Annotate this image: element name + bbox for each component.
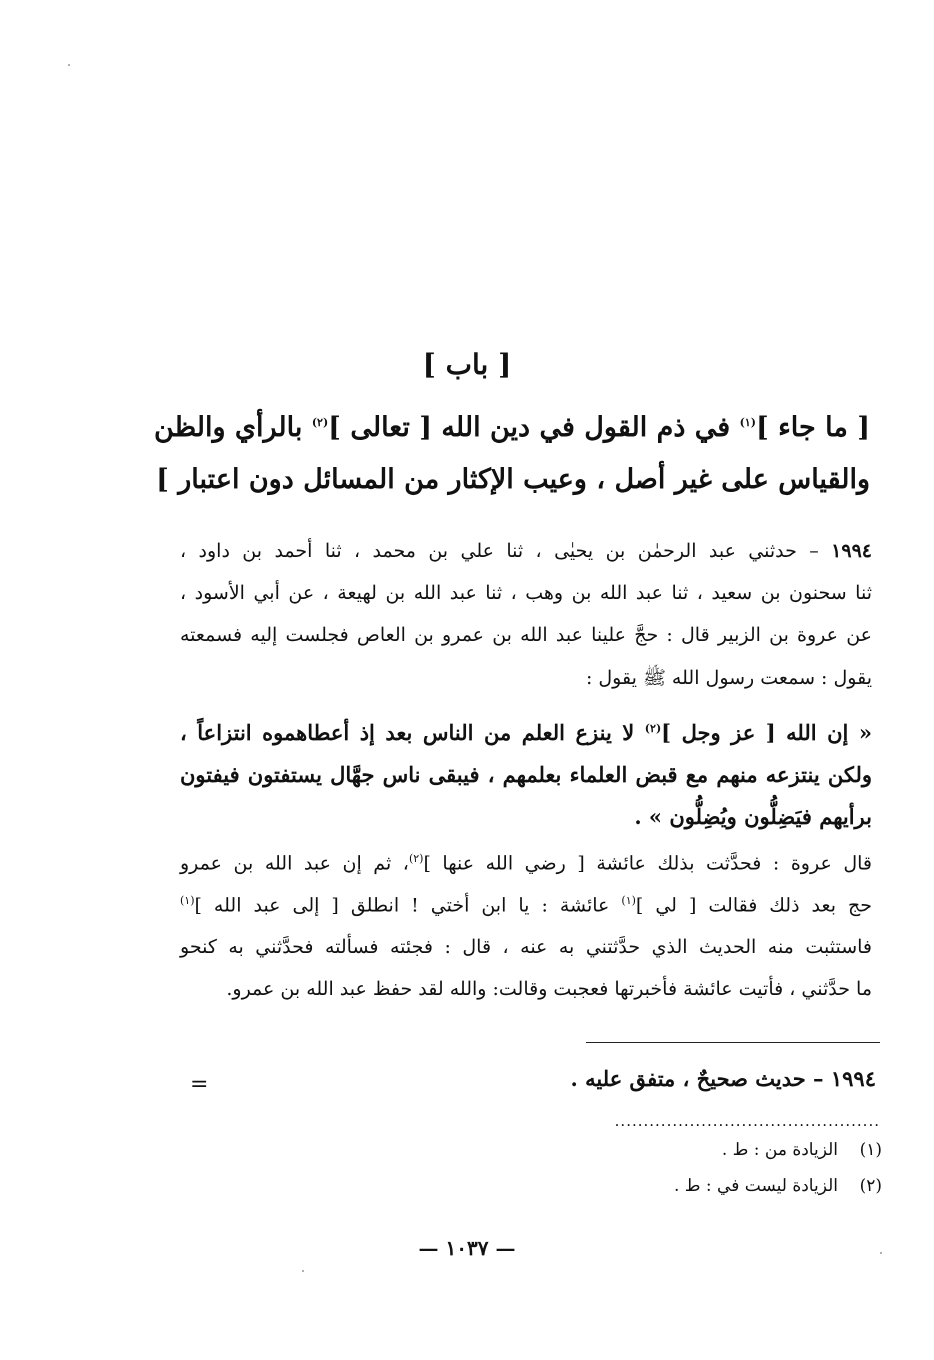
footnote-1 [462,1140,882,1160]
footnote-ref: (١) [180,894,195,907]
footnote-1-text: الزيادة من : ط . [721,1140,838,1160]
matn-line-3: برأيهم فيَضِلُّون ويُضِلُّون » . [634,804,872,829]
footnote-2-mark: (٢) [859,1176,882,1196]
footnote-ref: (٢) [408,852,424,865]
text-run: ، ثم إن عبد الله بن عمرو [180,852,409,875]
hadith-grading: ١٩٩٤ – حديث صحيحٌ ، متفق عليه . [570,1066,876,1091]
text-run: في ذم القول في دين الله [432,412,740,443]
text-run: [ ما جاء ] [755,412,870,443]
continuation-mark: = [190,1072,209,1097]
text-run: حج بعد ذلك فقالت [ لي ] [635,894,872,917]
text-run: « إن الله [ عز وجل ] [661,720,872,745]
narration-line-3: فاستثبت منه الحديث الذي حدَّثتني به عنه ، قال : فجئته فسألته فحدَّثني به كنحو [180,936,872,958]
hadith-line-2: ثنا سحنون بن سعيد ، ثنا عبد الله بن وهب ، ثنا عبد الله بن لهيعة ، عن أبي الأسود ، [180,582,872,604]
footnote-ref: (٢) [644,722,662,735]
text-run: قال عروة : فحدَّثت بذلك عائشة [ رضي الله عنها ] [423,852,873,875]
scan-speck [880,1252,882,1254]
footnote-rule [586,1042,880,1043]
narration-line-1 [180,852,872,874]
scan-speck [302,1270,304,1272]
chapter-heading: [ باب ] [422,348,512,381]
matn-line-2: ولكن ينتزعه منهم مع قبض العلماء بعلمهم ، فيبقى ناس جهَّال يستفتون فيفتون [180,762,872,787]
chapter-title-line-2: والقياس على غير أصل ، وعيب الإكثار من المسائل دون اعتبار ] [156,464,870,495]
narration-line-2 [180,894,872,916]
hadith-number: ١٩٩٤ [831,540,872,562]
hadith-line-3: عن عروة بن الزبير قال : حجَّ علينا عبد الله بن عمرو بن العاص فجلست إليه فسمعته [180,624,872,646]
footnote-2-text: الزيادة ليست في : ط . [673,1176,838,1196]
footnote-ref: (١) [621,894,636,907]
text-run: بالرأي والظن [154,412,312,443]
text-run: [ تعالى ] [328,412,433,443]
chapter-title-line-1 [154,412,870,443]
footnote-ref: (١) [739,416,756,429]
footnote-separator: .............................................. [614,1112,880,1130]
matn-line-1 [180,720,872,745]
text-run: لا ينزع العلم من الناس بعد إذ أعطاهموه انتزاعاً ، [180,720,645,745]
footnote-2 [462,1176,882,1196]
hadith-line-1 [180,540,872,562]
hadith-isnad-1: – حدثني عبد الرحمٰن بن يحيٰى ، ثنا علي بن محمد ، ثنا أحمد بن داود ، [180,540,832,562]
scan-speck [68,64,70,66]
footnote-1-mark: (١) [859,1140,882,1160]
page-number: — ١٠٣٧ — [418,1236,516,1260]
hadith-line-4: يقول : سمعت رسول الله ﷺ يقول : [585,667,872,689]
narration-line-4: ما حدَّثني ، فأتيت عائشة فأخبرتها فعجبت وقالت: والله لقد حفظ عبد الله بن عمرو. [226,978,872,1000]
text-run: عائشة : يا ابن أختي ! انطلق [ إلى عبد الله ] [194,894,622,917]
footnote-ref: (٢) [311,416,329,429]
